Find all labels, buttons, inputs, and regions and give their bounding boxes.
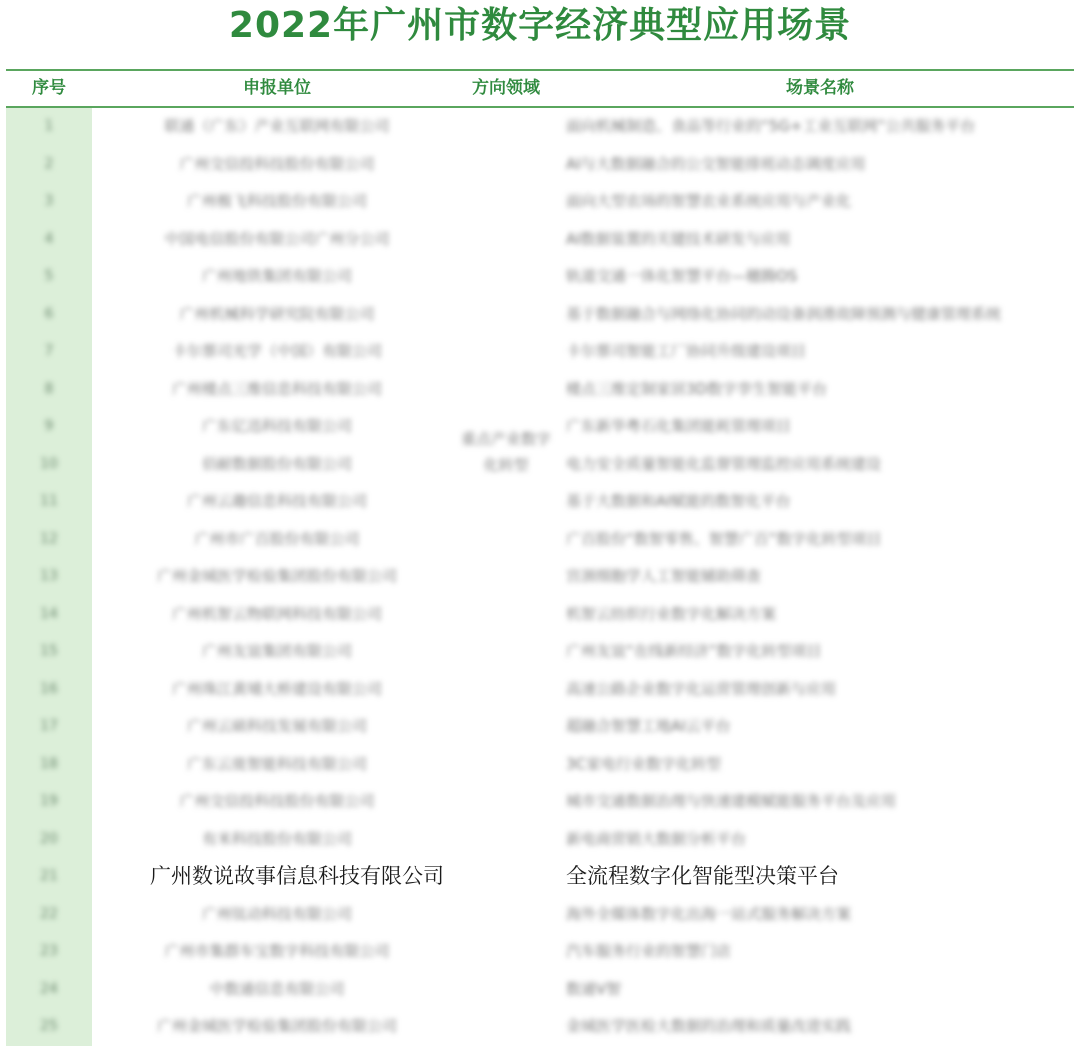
company-name: 广州市广百股份有限公司 [194,529,360,548]
table-header [6,71,1074,106]
page-title: 2022年广州市数字经济典型应用场景 [228,5,852,46]
row-number: 19 [40,793,58,809]
table-row [6,183,1074,221]
row-number: 1 [44,118,54,134]
company-name: 广州珠江黄埔大桥建设有限公司 [171,679,382,698]
table-row [6,633,1074,671]
company-name: 中国电信股份有限公司广州分公司 [164,229,390,248]
company-name: 佰耐数据股份有限公司 [201,454,352,473]
company-name: 广州钛动科技有限公司 [201,904,352,923]
scene-name: 电力安全质量智能化监督管理监控应用系统建设 [566,454,882,473]
row-number: 14 [40,605,58,622]
direction-merged-cell [442,426,570,478]
header-num: 序号 [32,78,66,98]
table-row [6,783,1074,821]
scene-name: 新电商营销大数据分析平台 [566,829,747,848]
header-direction: 方向领域 [472,78,540,98]
row-number: 21 [40,868,58,884]
direction-line: 化转型 [483,456,529,474]
table-row [6,108,1074,146]
company-name: 广州地铁集团有限公司 [201,267,352,285]
row-number: 3 [44,193,54,209]
scene-name: 面向大型农场的智慧农业系统应用与产业化 [566,192,852,210]
direction-line: 重点产业数字 [460,430,551,448]
company-name: 广东云徙智能科技有限公司 [186,754,367,773]
row-number: 23 [40,943,58,959]
company-name: 广东亿迅科技有限公司 [201,417,352,435]
scene-name: 3C家电行业数字化转型 [566,754,722,773]
scene-name: 卡尔蔡司智能工厂协同升级建设项目 [566,342,807,360]
company-name: 广州市集群车宝数字科技有限公司 [164,942,390,960]
row-number: 17 [40,718,58,734]
table-row [6,558,1074,596]
row-number: 5 [44,268,54,284]
row-number: 13 [40,568,58,584]
table-row [6,483,1074,521]
company-name: 广州云趣信息科技有限公司 [186,492,367,510]
scene-name: 海外全媒体数字化出海一站式服务解决方案 [566,904,852,923]
row-number: 12 [40,530,58,547]
row-number: 2 [44,155,54,172]
scene-name: 基于大数据和AI赋能的数智化平台 [566,492,791,510]
scene-name: 广百股份“数智零售、智慧广百”数字化转型项目 [566,529,882,548]
header-scene: 场景名称 [786,78,854,98]
table-row [6,596,1074,634]
company-name: 广州金域医学检验集团股份有限公司 [156,1017,397,1035]
company-name: 联通（广东）产业互联网有限公司 [164,117,390,135]
scene-name: 宫颈细胞学人工智能辅助筛查 [566,567,762,585]
scene-name: AI数据装置的关键技术研发与应用 [566,229,791,248]
scene-name: AI与大数据融合的公交智能排班动态调度应用 [566,154,866,173]
table-row [6,1008,1074,1046]
scene-name: 广州友谊“在线新经济”数字化转型项目 [566,642,822,660]
scene-name: 数通V智 [566,979,622,998]
header-company: 申报单位 [243,78,311,98]
table-row [6,521,1074,559]
company-name: 广州云硕科技发展有限公司 [186,717,367,735]
row-number: 16 [40,680,58,697]
row-number: 9 [44,418,54,434]
company-name: 广州交信投科技股份有限公司 [179,154,375,173]
table-row [6,671,1074,709]
row-number: 18 [40,755,58,772]
table-row-highlighted [6,858,1074,896]
table-row [6,258,1074,296]
table-row [6,333,1074,371]
company-name: 广州交信投科技股份有限公司 [179,792,375,810]
table-row [6,371,1074,409]
row-number: 10 [40,455,58,472]
scene-name: 高速公路企业数字化运营管理创新与应用 [566,679,837,698]
company-name: 卡尔蔡司光学（中国）有限公司 [171,342,382,360]
company-name: 有米科技股份有限公司 [201,829,352,848]
company-name: 广州极飞科技股份有限公司 [186,192,367,210]
row-number: 24 [40,980,58,997]
scene-name: 基于数据融合与网络化协同的动设备润滑故障预测与健康管理系统 [566,304,1002,323]
table-row [6,708,1074,746]
data-table [6,108,1074,1046]
row-number: 8 [44,380,54,397]
scene-name: 楼点三维定制家居3D数字孪生智能平台 [566,379,828,398]
scene-name: 汽车服务行业的智慧门店 [566,942,732,960]
row-number: 11 [40,493,58,509]
row-number: 7 [44,343,54,359]
scene-name: 全流程数字化智能型决策平台 [566,864,839,888]
company-name: 广州金域医学检验集团股份有限公司 [156,567,397,585]
scene-name: 轨道交通一体化智慧平台—穗腾OS [566,267,798,285]
company-name: 广州楼点三维信息科技有限公司 [171,379,382,398]
table-row [6,146,1074,184]
company-name: 广州机械科学研究院有限公司 [179,304,375,323]
scene-name: 面向机械制造、食品等行业的“5G+工业互联网”公共服务平台 [566,117,976,135]
scene-name: 城市交通数据治理与快速建模赋能服务平台及应用 [566,792,897,810]
row-number: 22 [40,905,58,922]
scene-name: 超融合智慧工地AI云平台 [566,717,731,735]
table-row [6,933,1074,971]
table-row [6,896,1074,934]
company-name: 广州数说故事信息科技有限公司 [150,864,444,888]
row-number: 4 [44,230,54,247]
company-name: 广州机智云物联网科技有限公司 [171,604,382,623]
scene-name: 金域医学医检大数据的治理和质量改进实践 [566,1017,852,1035]
table-row [6,296,1074,334]
company-name: 中数通信息有限公司 [209,979,345,998]
row-number: 6 [44,305,54,322]
scene-name: 广东新华粤石化集团能耗管理项目 [566,417,792,435]
table-row [6,821,1074,859]
scene-name: 机智云纺织行业数字化解决方案 [566,604,777,623]
company-name: 广州友谊集团有限公司 [201,642,352,660]
table-row [6,971,1074,1009]
row-number: 25 [40,1018,58,1034]
row-number: 20 [40,830,58,847]
row-number: 15 [40,643,58,659]
table-row [6,746,1074,784]
table-row [6,221,1074,259]
